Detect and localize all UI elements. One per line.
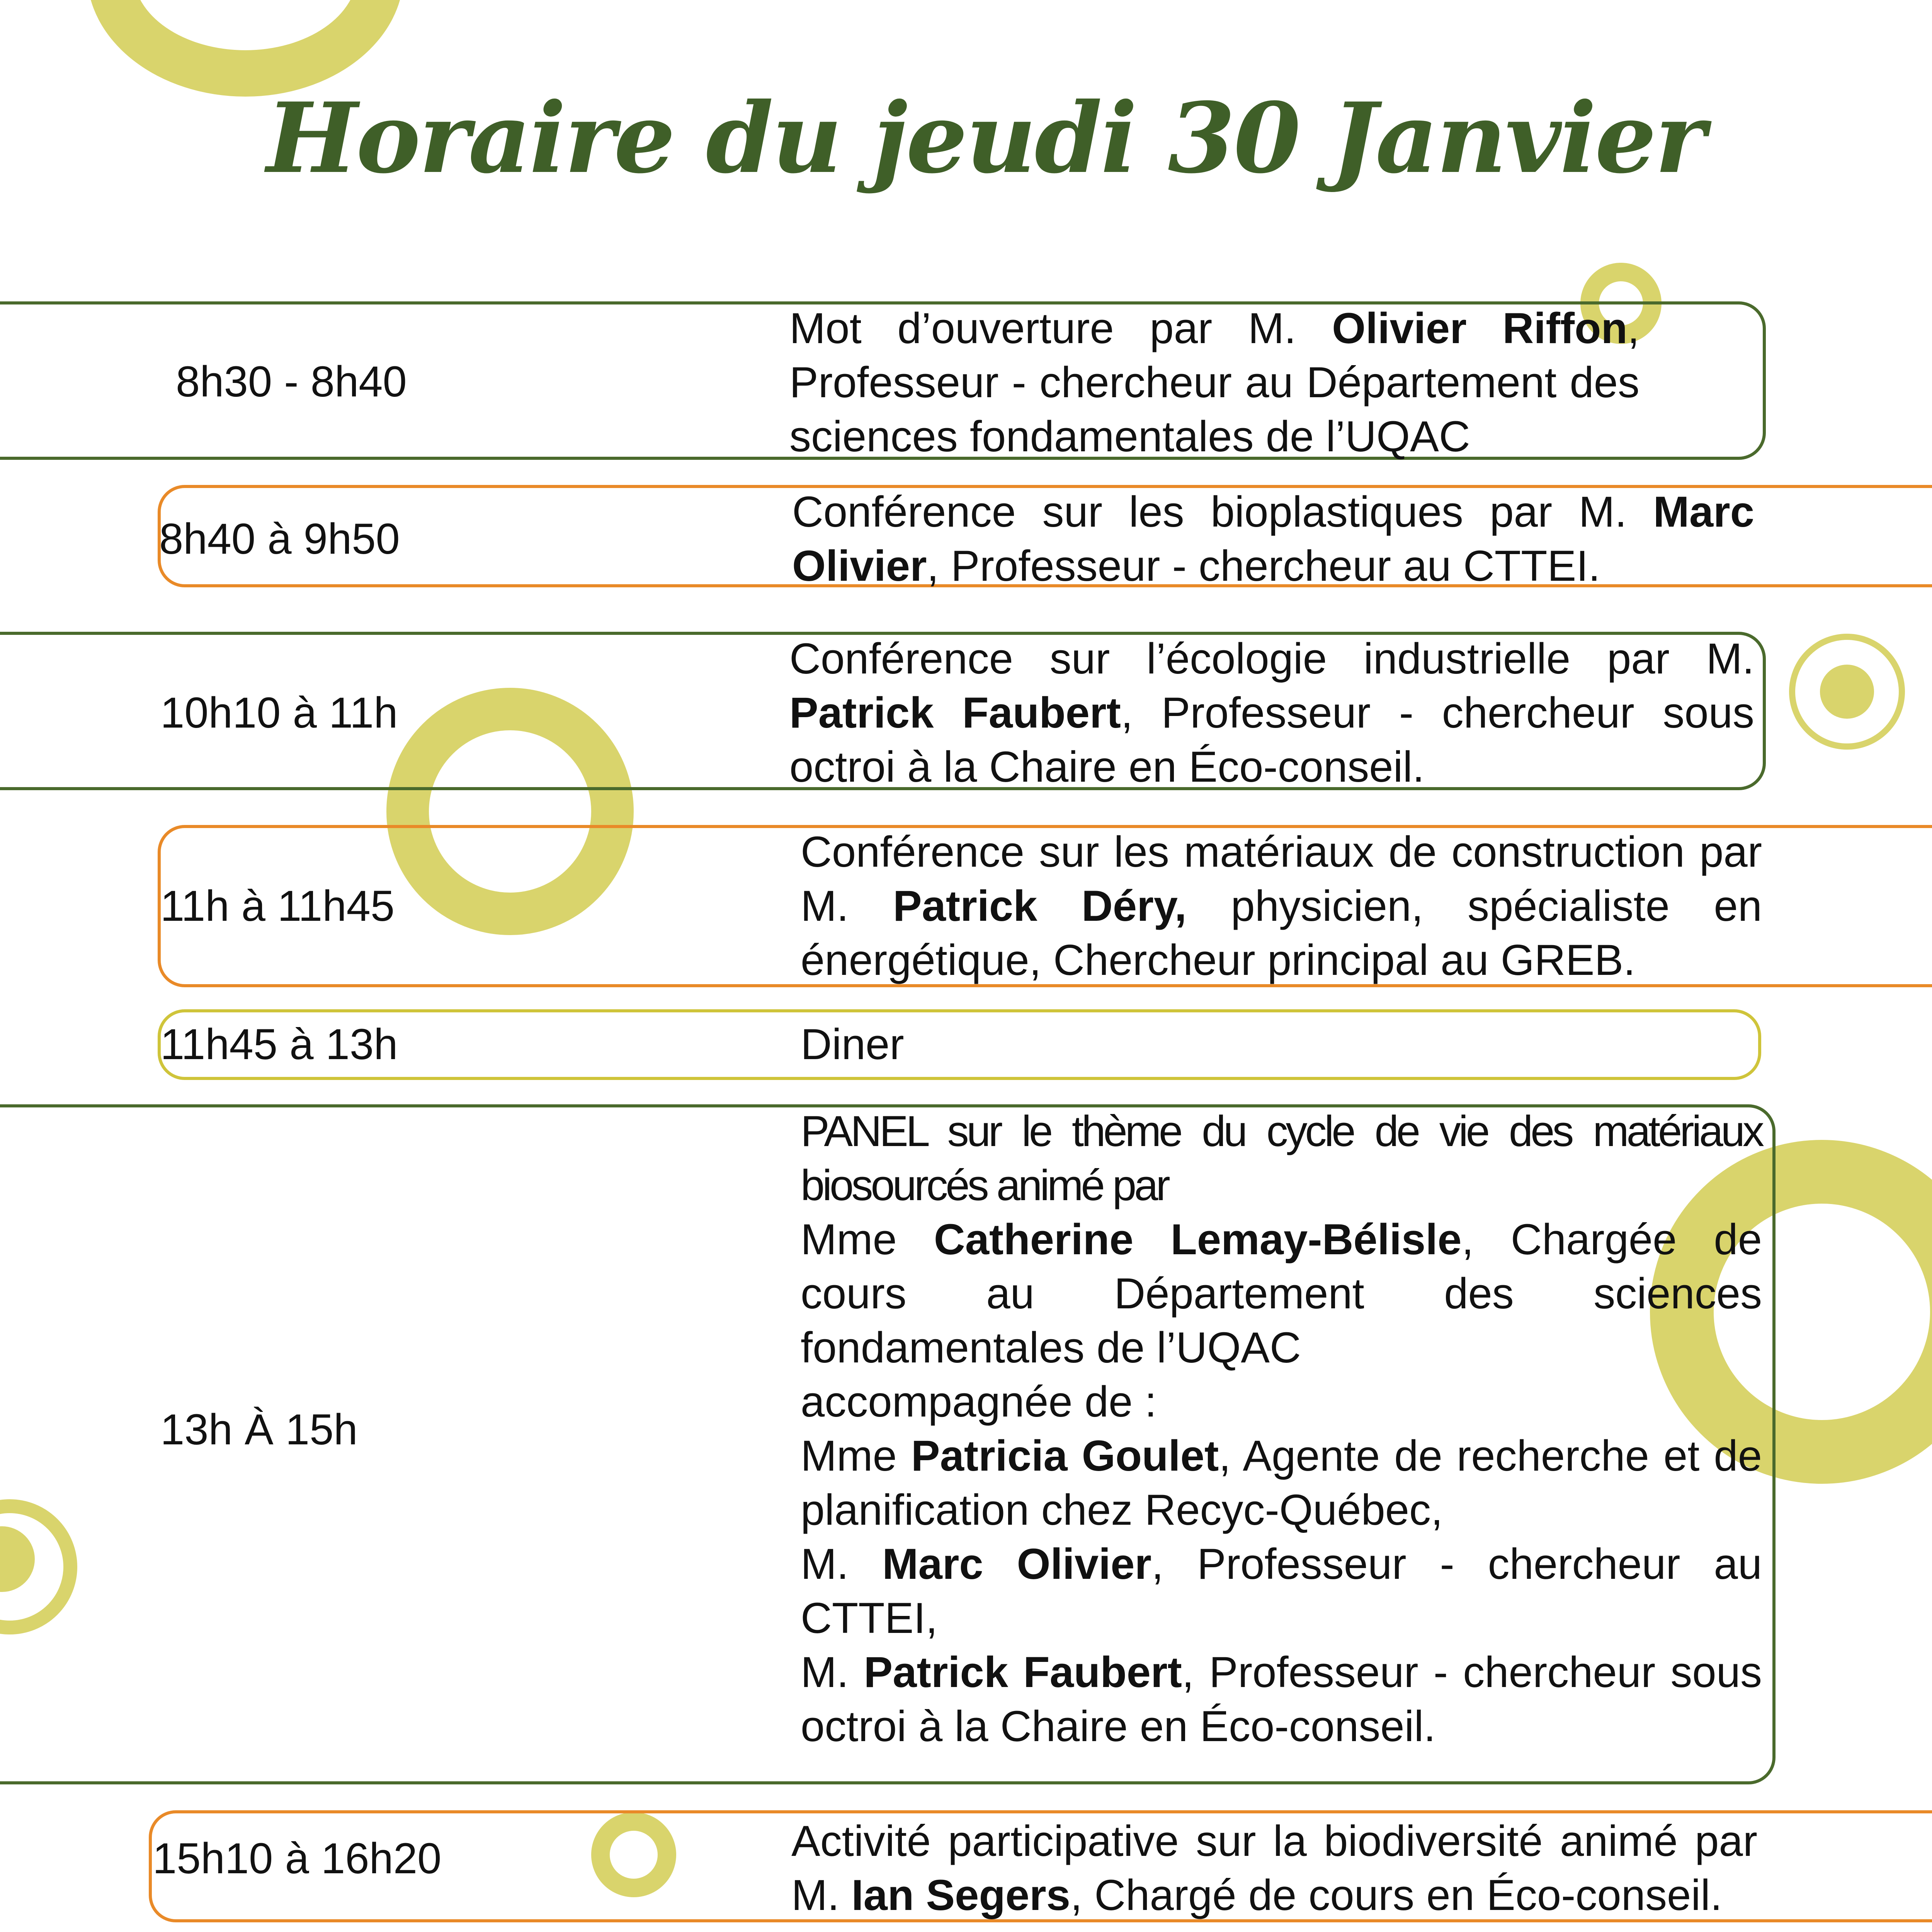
speaker-name: Patrick Faubert (789, 689, 1121, 737)
decorative-target-right (1789, 634, 1905, 750)
speaker-name: Patricia Goulet (911, 1432, 1219, 1480)
speaker-name: Ian Segers (851, 1871, 1071, 1919)
session-description (801, 1104, 1762, 1753)
speaker-name: Patrick Déry, (893, 882, 1187, 930)
panel-line: Mme Patricia Goulet, Agente de recherche et de planification chez Recyc-Québec, (801, 1432, 1762, 1534)
session-description: Activité participative sur la biodiversité animé par M. Ian Segers, Chargé de cours en Éco-conseil. (791, 1817, 1757, 1919)
session-time: 13h À 15h (160, 1405, 358, 1454)
page-title: Horaire du jeudi 30 Janvier (266, 81, 1704, 195)
speaker-name: Marc Olivier (882, 1540, 1152, 1588)
panel-line: Mme Catherine Lemay-Bélisle, Chargée de cours au Département des sciences fondamentales de l’UQAC (801, 1215, 1762, 1372)
session-time: 11h à 11h45 (160, 882, 395, 930)
panel-line: accompagnée de : (801, 1378, 1157, 1426)
session-description: Conférence sur les bioplastiques par M. Marc Olivier, Professeur - chercheur au CTTEI. (792, 488, 1754, 590)
session-description: Mot d’ouverture par M. Olivier Riffon, Professeur - chercheur au Département des sciences fondamentales de l’UQAC (789, 304, 1640, 461)
session-time: 8h40 à 9h50 (159, 515, 400, 563)
decorative-dot-right (1820, 665, 1874, 719)
speaker-name: Olivier Riffon (1332, 304, 1628, 352)
session-description: Conférence sur l’écologie industrielle par M. Patrick Faubert, Professeur - chercheur sous octroi à la Chaire en Éco-conseil. (789, 634, 1755, 791)
speaker-name: Catherine Lemay-Bélisle (934, 1215, 1462, 1264)
speaker-name: Patrick Faubert (864, 1648, 1182, 1696)
speaker-name: Marc Olivier (792, 488, 1754, 590)
panel-line: PANEL sur le thème du cycle de vie des matériaux biosourcés animé par (801, 1107, 1762, 1209)
session-time: 11h45 à 13h (160, 1020, 398, 1068)
session-time: 10h10 à 11h (160, 689, 398, 737)
panel-line: M. Marc Olivier, Professeur - chercheur au CTTEI, (801, 1540, 1762, 1642)
session-description: Diner (801, 1020, 904, 1068)
session-time: 15h10 à 16h20 (153, 1834, 442, 1883)
session-time: 8h30 - 8h40 (176, 357, 407, 406)
panel-line: M. Patrick Faubert, Professeur - chercheur sous octroi à la Chaire en Éco-conseil. (801, 1648, 1762, 1750)
session-description: Conférence sur les matériaux de construction par M. Patrick Déry, physicien, spécialiste en énergétique, Chercheur principal au GREB. (801, 828, 1762, 984)
